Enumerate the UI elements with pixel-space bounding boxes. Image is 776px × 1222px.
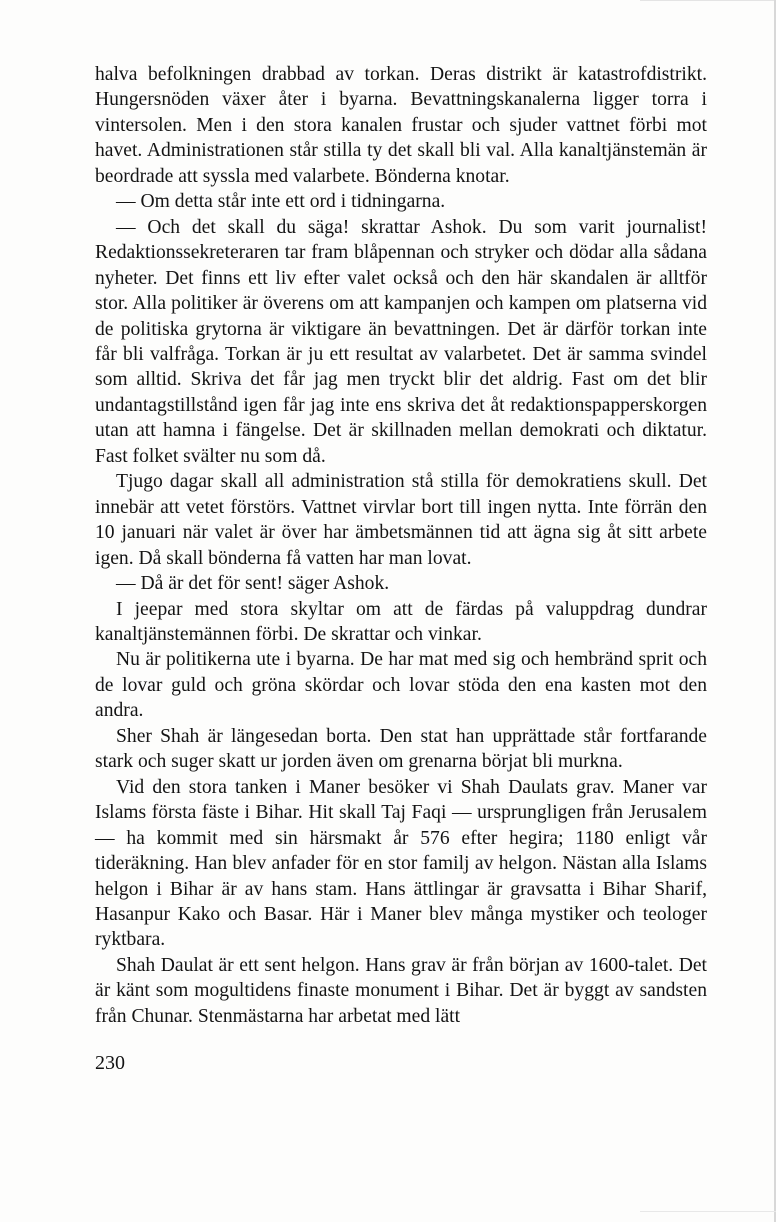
paragraph-6: I jeepar med stora skyltar om att de färdas på valuppdrag dundrar kanaltjänstemännen förbi. De skrattar och vinkar.: [95, 598, 707, 645]
paragraph-1: halva befolkningen drabbad av torkan. Deras distrikt är katastrofdistrikt. Hungersnöden växer åter i byarna. Bevattningskanalerna ligger torra i vintersolen. Men i den stora kanalen frustar och sjuder vattnet förbi mot havet. Administrationen står stilla ty det skall bli val. Alla kanaltjänstemän är beordrade att syssla med valarbete. Bönderna knotar.: [95, 64, 707, 187]
paragraph-2-dialogue: — Om detta står inte ett ord i tidningarna.: [116, 191, 446, 213]
body-text: [95, 62, 707, 1029]
paragraph-5-dialogue: — Då är det för sent! säger Ashok.: [116, 573, 390, 595]
paragraph-8: Sher Shah är längesedan borta. Den stat han upprättade står fortfarande stark och suger skatt ur jorden även om grenarna börjat bli murkna.: [95, 725, 707, 773]
paragraph-7: Nu är politikerna ute i byarna. De har mat med sig och hembränd sprit och de lovar guld och gröna skördar och lovar stöda den ena kasten mot den andra.: [95, 649, 707, 722]
paragraph-10: Shah Daulat är ett sent helgon. Hans grav är från början av 1600-talet. Det är känt som mogultidens finaste monument i Bihar. Det är byggt av sandsten från Chunar. Stenmästarna har arbetat med lätt: [95, 954, 707, 1027]
paragraph-3-dialogue: — Och det skall du säga! skrattar Ashok. Du som varit journalist! Redaktionssekreteraren tar fram blåpennan och stryker och dödar alla sådana nyheter. Det finns ett liv efter valet också och den här skandalen är alltför stor. Alla politiker är överens om att kampanjen och kampen om platserna vid de politiska grytorna är viktigare än bevattningen. Det är därför torkan inte får bli valfråga. Torkan är ju ett resultat av valarbetet. Det är samma svindel som alltid. Skriva det får jag men tryckt blir det aldrig. Fast om det blir undantagstillstånd igen får jag inte ens skriva det åt redaktionspapperskorgen utan att hamna i fängelse. Det är skillnaden mellan demokrati och diktatur. Fast folket svälter nu som då.: [95, 216, 707, 467]
paragraph-4: Tjugo dagar skall all administration stå stilla för demokratiens skull. Det innebär att vetet förstörs. Vattnet virvlar bort till ingen nytta. Inte förrän den 10 januari när valet är över har ämbetsmännen tid att ägna sig åt sitt arbete igen. Då skall bönderna få vatten har man lovat.: [95, 471, 707, 569]
page-edge-top: [640, 0, 776, 1]
page-number: 230: [95, 1052, 125, 1074]
paragraph-9: Vid den stora tanken i Maner besöker vi Shah Daulats grav. Maner var Islams första fäste i Bihar. Hit skall Taj Faqi — ursprungligen från Jerusalem — ha kommit med sin härsmakt år 576 efter hegira; 1180 enligt vår tideräkning. Han blev anfader för en stor familj av helgon. Nästan alla Islams helgon i Bihar är av hans stam. Hans ättlingar är gravsatta i Bihar Sharif, Hasanpur Kako och Basar. Här i Maner blev många mystiker och teologer ryktbara.: [95, 776, 707, 951]
page-edge-bottom: [640, 1211, 776, 1212]
